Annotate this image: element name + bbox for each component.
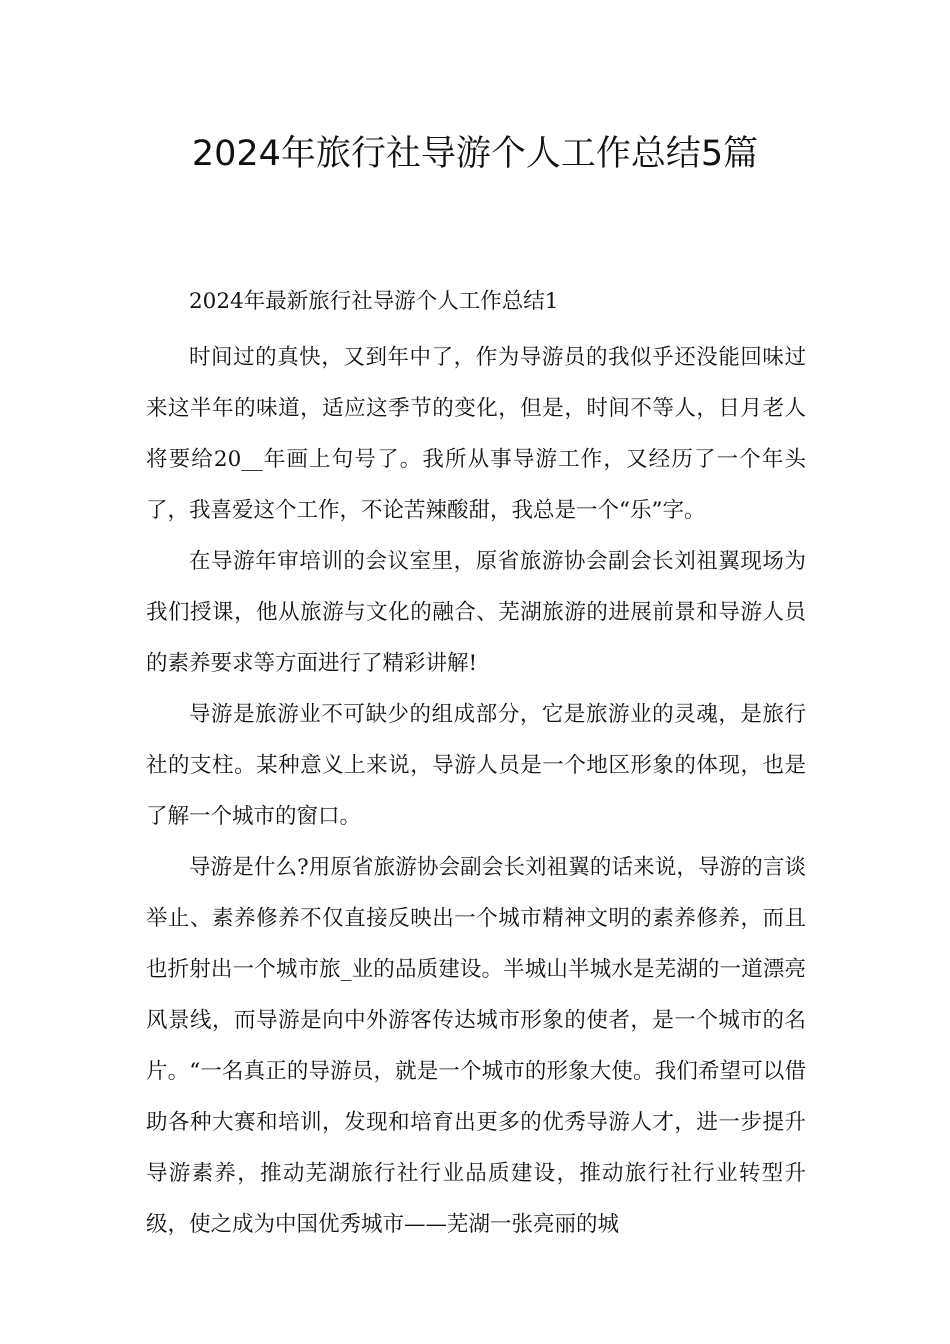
paragraph-4: 导游是什么?用原省旅游协会副会长刘祖翼的话来说，导游的言谈举止、素养修养不仅直接反映出一个城市精神文明的素养修养，而且也折射出一个城市旅_业的品质建设。半城山半城水是芜湖的一道漂亮风景线，而导游是向中外游客传达城市形象的使者，是一个城市的名片。“一名真正的导游员，就是一个城市的形象大使。我们希望可以借助各种大赛和培训，发现和培育出更多的优秀导游人才，进一步提升导游素养，推动芜湖旅行社行业品质建设，推动旅行社行业转型升级，使之成为中国优秀城市——芜湖一张亮丽的城 (146, 855, 806, 1237)
paragraph-3: 导游是旅游业不可缺少的组成部分，它是旅游业的灵魂，是旅行社的支柱。某种意义上来说，导游人员是一个地区形象的体现，也是了解一个城市的窗口。 (146, 702, 806, 829)
paragraph-2: 在导游年审培训的会议室里，原省旅游协会副会长刘祖翼现场为我们授课，他从旅游与文化的融合、芜湖旅游的进展前景和导游人员的素养要求等方面进行了精彩讲解! (146, 549, 806, 676)
document-title: 2024年旅行社导游个人工作总结5篇 (191, 134, 759, 174)
section-subheading: 2024年最新旅行社导游个人工作总结1 (189, 289, 559, 314)
document-body (146, 280, 806, 1250)
paragraph-1: 时间过的真快，又到年中了，作为导游员的我似乎还没能回味过来这半年的味道，适应这季节的变化，但是，时间不等人，日月老人将要给20__年画上句号了。我所从事导游工作，又经历了一个年头了，我喜爱这个工作，不论苦辣酸甜，我总是一个“乐”字。 (146, 345, 806, 523)
